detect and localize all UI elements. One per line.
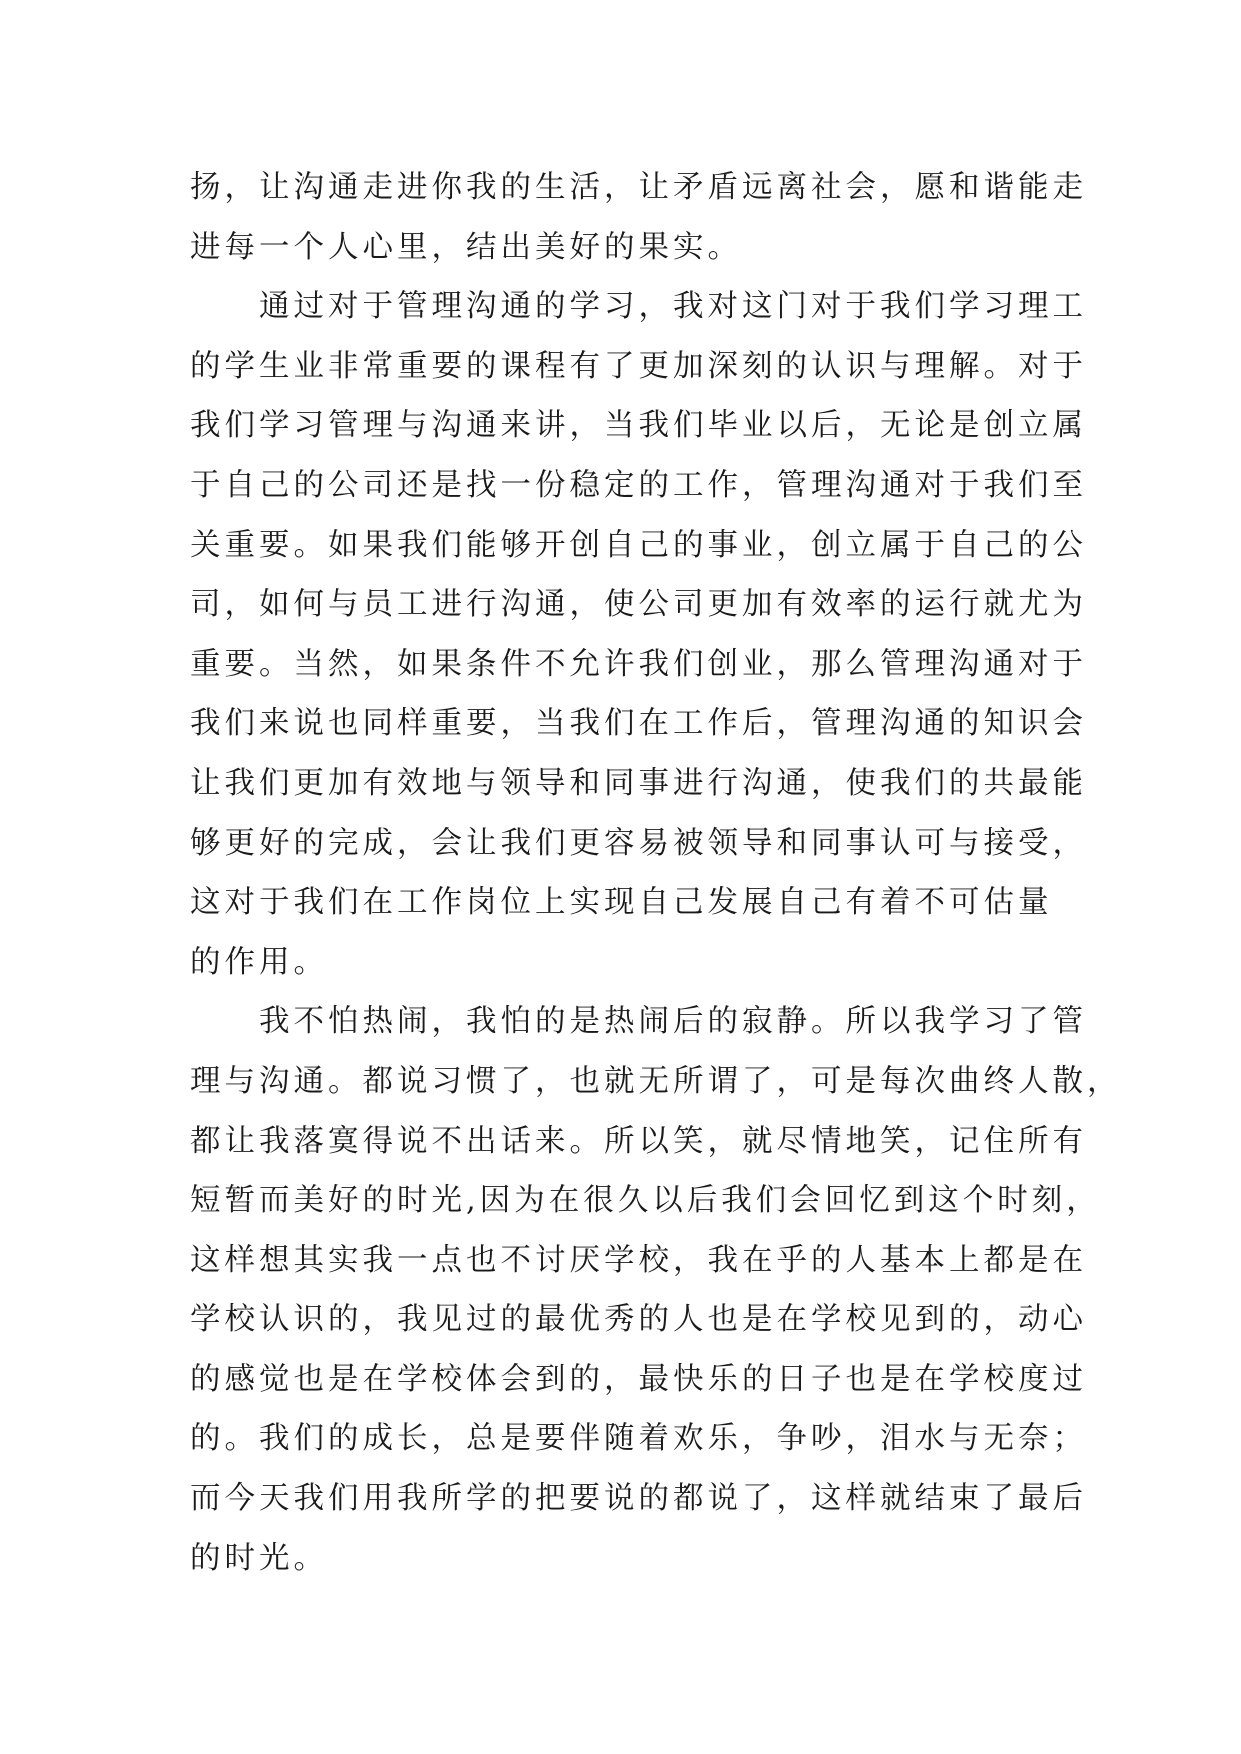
paragraph-line: 都让我落寞得说不出话来。所以笑，就尽情地笑，记住所有 bbox=[190, 1123, 1087, 1159]
paragraph-line: 我们学习管理与沟通来讲，当我们毕业以后，无论是创立属 bbox=[190, 408, 1087, 444]
paragraph-line: 这对于我们在工作岗位上实现自己发展自己有着不可估量 bbox=[190, 885, 1053, 921]
paragraph-line: 于自己的公司还是找一份稳定的工作，管理沟通对于我们至 bbox=[190, 467, 1087, 503]
paragraph-line: 的感觉也是在学校体会到的，最快乐的日子也是在学校度过 bbox=[190, 1361, 1087, 1397]
document-body bbox=[190, 158, 1122, 1588]
paragraph-3 bbox=[190, 992, 1122, 1588]
paragraph-line: 司，如何与员工进行沟通，使公司更加有效率的运行就尤为 bbox=[190, 587, 1087, 623]
paragraph-line: 的时光。 bbox=[190, 1540, 328, 1576]
paragraph-line: 而今天我们用我所学的把要说的都说了，这样就结束了最后 bbox=[190, 1481, 1087, 1517]
paragraph-line: 短暂而美好的时光,因为在很久以后我们会回忆到这个时刻， bbox=[190, 1183, 1101, 1219]
paragraph-line: 我们来说也同样重要，当我们在工作后，管理沟通的知识会 bbox=[190, 706, 1087, 742]
paragraph-line: 重要。当然，如果条件不允许我们创业，那么管理沟通对于 bbox=[190, 646, 1087, 682]
paragraph-line: 的学生业非常重要的课程有了更加深刻的认识与理解。对于 bbox=[190, 348, 1087, 384]
paragraph-1 bbox=[190, 158, 1087, 277]
paragraph-line: 这样想其实我一点也不讨厌学校，我在乎的人基本上都是在 bbox=[190, 1242, 1087, 1278]
paragraph-line: 进每一个人心里，结出美好的果实。 bbox=[190, 229, 742, 265]
paragraph-2 bbox=[190, 277, 1087, 992]
paragraph-line: 的作用。 bbox=[190, 944, 328, 980]
paragraph-line: 通过对于管理沟通的学习，我对这门对于我们学习理工 bbox=[259, 289, 1087, 325]
paragraph-line: 我不怕热闹，我怕的是热闹后的寂静。所以我学习了管 bbox=[259, 1004, 1087, 1040]
paragraph-line: 关重要。如果我们能够开创自己的事业，创立属于自己的公 bbox=[190, 527, 1087, 563]
paragraph-line: 的。我们的成长，总是要伴随着欢乐，争吵，泪水与无奈； bbox=[190, 1421, 1087, 1457]
paragraph-line: 理与沟通。都说习惯了，也就无所谓了，可是每次曲终人散， bbox=[190, 1063, 1122, 1099]
paragraph-line: 学校认识的，我见过的最优秀的人也是在学校见到的，动心 bbox=[190, 1302, 1087, 1338]
paragraph-line: 扬，让沟通走进你我的生活，让矛盾远离社会，愿和谐能走 bbox=[190, 170, 1087, 205]
paragraph-line: 让我们更加有效地与领导和同事进行沟通，使我们的共最能 bbox=[190, 765, 1087, 801]
paragraph-line: 够更好的完成，会让我们更容易被领导和同事认可与接受， bbox=[190, 825, 1087, 861]
